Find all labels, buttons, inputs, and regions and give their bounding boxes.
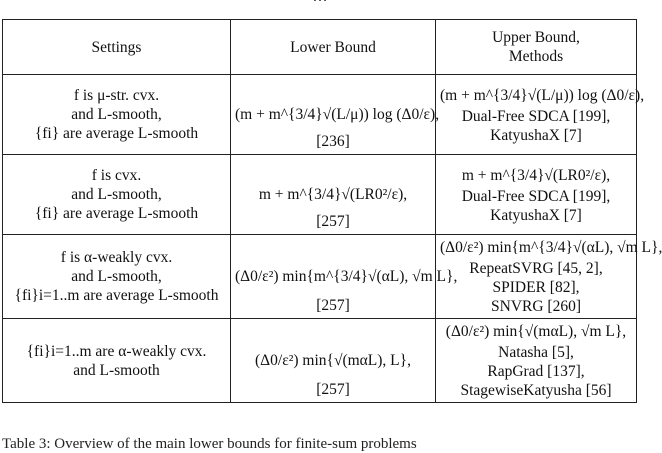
settings-line: f is α-weakly cvx.	[60, 249, 173, 266]
settings-line: and L-smooth,	[71, 106, 162, 123]
method-line: Dual-Free SDCA [199],	[461, 187, 611, 205]
settings-line: f is μ-str. cvx.	[73, 87, 160, 104]
method-line: KatyushaX [7]	[490, 206, 582, 224]
lower-bound-citation: [257]	[316, 213, 350, 230]
settings-line: f is cvx.	[91, 167, 142, 184]
page-fragment-top	[0, 0, 640, 5]
settings-cell	[3, 75, 231, 155]
upper-bound-formula: (m + m^{3/4}√(L/μ)) log (Δ0/ε),	[440, 86, 645, 104]
lower-bound-citation: [236]	[316, 133, 350, 150]
upper-bound-cell	[436, 75, 645, 155]
settings-cell	[3, 155, 231, 235]
header-settings: Settings	[3, 20, 231, 75]
upper-bound-cell	[436, 319, 637, 403]
lower-bound-formula: m + m^{3/4}√(LR0²/ε),	[258, 185, 408, 203]
method-line: StagewiseKatyusha [56]	[460, 382, 612, 399]
table-caption: Table 3: Overview of the main lower bounds for finite-sum problems	[2, 436, 417, 452]
method-line: SPIDER [82],	[492, 279, 580, 296]
header-row	[3, 20, 637, 75]
upper-bound-formula: m + m^{3/4}√(LR0²/ε),	[461, 166, 611, 184]
settings-cell	[3, 235, 231, 319]
method-line: RepeatSVRG [45, 2],	[469, 260, 603, 277]
upper-bound-formula: (Δ0/ε²) min{m^{3/4}√(αL), √m L},	[440, 239, 662, 256]
lower-bound-cell	[231, 155, 436, 235]
lower-bound-cell	[231, 235, 458, 319]
lower-bound-formula: (Δ0/ε²) min{√(mαL), L},	[255, 351, 411, 369]
method-line: KatyushaX [7]	[490, 126, 582, 144]
table-row	[3, 155, 637, 235]
method-line: Dual-Free SDCA [199],	[461, 107, 611, 125]
lower-bound-cell	[231, 319, 436, 403]
upper-bound-cell	[436, 235, 662, 319]
header-upper-bound-line2: Methods	[508, 48, 564, 65]
comparison-table	[2, 19, 662, 403]
header-upper-bound-line1: Upper Bound,	[492, 29, 580, 46]
settings-line: {fi} are average L-smooth	[34, 205, 199, 222]
method-line: Natasha [5],	[498, 344, 574, 361]
settings-line: and L-smooth,	[71, 268, 162, 285]
lower-bound-citation: [257]	[316, 381, 350, 398]
settings-line: {fi}i=1..m are α-weakly cvx.	[26, 342, 207, 360]
lower-bound-formula: (m + m^{3/4}√(L/μ)) log (Δ0/ε),	[235, 105, 440, 123]
table-row	[3, 319, 637, 403]
upper-bound-formula: (Δ0/ε²) min{√(mαL), √m L},	[445, 323, 627, 340]
table-row	[3, 235, 637, 319]
lower-bound-cell	[231, 75, 440, 155]
settings-cell	[3, 319, 231, 403]
header-upper-bound	[436, 20, 637, 75]
upper-bound-cell	[436, 155, 637, 235]
table-row	[3, 75, 637, 155]
settings-line: {fi} are average L-smooth	[34, 125, 199, 142]
settings-line: and L-smooth	[73, 361, 160, 379]
settings-line: and L-smooth,	[71, 186, 162, 203]
lower-bound-formula: (Δ0/ε²) min{m^{3/4}√(αL), √m L},	[235, 267, 458, 285]
header-lower-bound: Lower Bound	[231, 20, 436, 75]
method-line: SNVRG [260]	[491, 298, 581, 315]
lower-bound-citation: [257]	[316, 297, 350, 314]
method-line: RapGrad [137],	[487, 363, 585, 380]
settings-line: {fi}i=1..m are average L-smooth	[14, 287, 219, 304]
